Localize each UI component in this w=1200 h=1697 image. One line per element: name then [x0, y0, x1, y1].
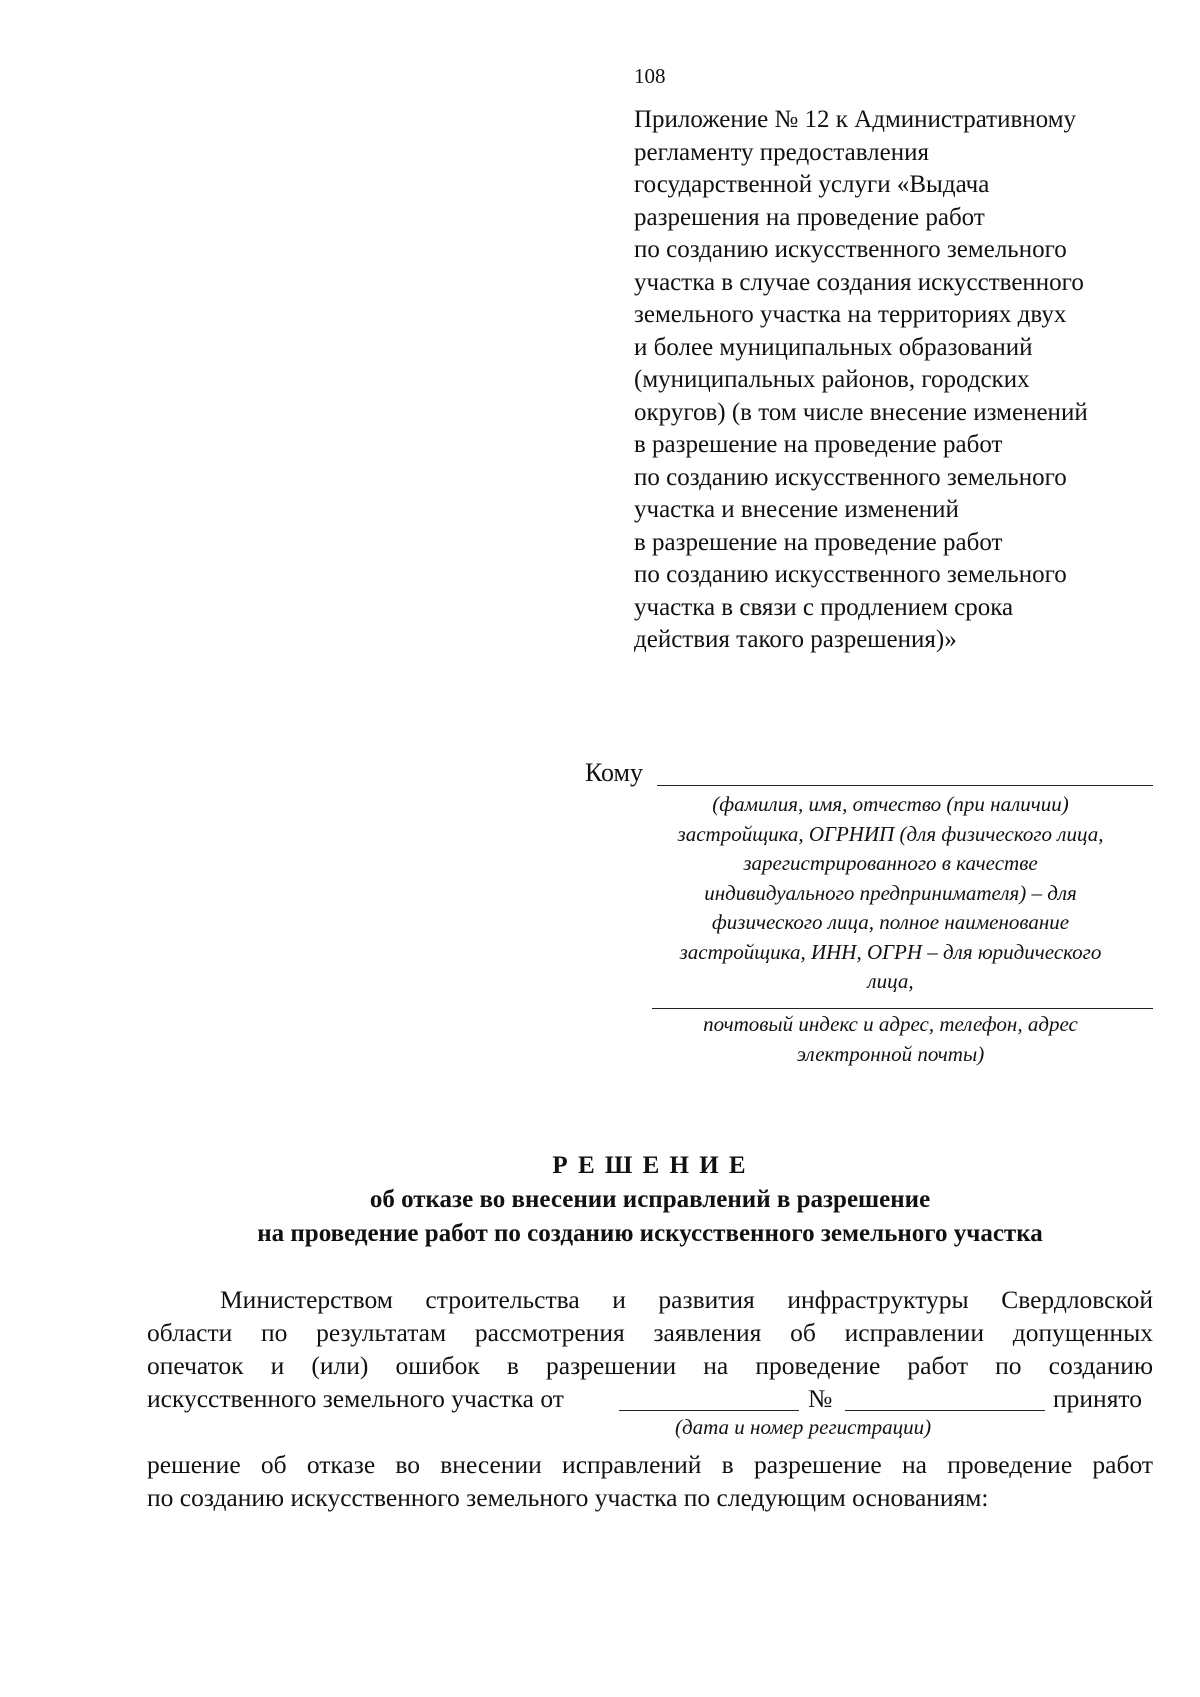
recipient-note-line: лица, [867, 969, 914, 993]
date-blank-line [619, 1410, 799, 1411]
appendix-line: округов) (в том числе внесение изменений [634, 398, 1088, 426]
appendix-line: по созданию искусственного земельного [634, 236, 1067, 263]
date-number-note: (дата и номер регистрации) [675, 1415, 932, 1439]
body-text-line: по созданию искусственного земельного участка по следующим основаниям: [147, 1483, 989, 1512]
recipient-note [628, 790, 1153, 997]
body-line [147, 1316, 1153, 1350]
body-line [147, 1349, 1153, 1383]
appendix-line: Приложение № 12 к Административному [634, 106, 1077, 133]
recipient-address-line [652, 1008, 1153, 1009]
appendix-line: участка и внесение изменений [634, 496, 959, 523]
decision-subtitle-line-2: на проведение работ по созданию искусственного земельного участка [257, 1220, 1043, 1247]
appendix-line: участка в связи с продлением срока [634, 593, 1014, 621]
appendix-line: действия такого разрешения)» [634, 626, 957, 653]
recipient-note-line: зарегистрированного в качестве [743, 851, 1038, 875]
recipient-address-note [628, 1010, 1153, 1069]
body-text-line: опечаток и (или) ошибок в разрешении на проведение работ по созданию [147, 1351, 1153, 1380]
appendix-line: регламенту предоставления [634, 138, 930, 166]
appendix-line: в разрешение на проведение работ [634, 528, 1003, 556]
body-line [147, 1448, 1153, 1482]
recipient-note-line: застройщика, ИНН, ОГРН – для юридического [679, 939, 1102, 964]
recipient-label: Кому [585, 758, 644, 787]
recipient-name-line [657, 785, 1153, 786]
body-text-word: принято [1053, 1384, 1142, 1413]
recipient-note-line: физического лица, полное наименование [711, 910, 1070, 934]
body-text-line: искусственного земельного участка от [147, 1384, 564, 1413]
body-line [220, 1283, 1153, 1317]
address-note-line: почтовый индекс и адрес, телефон, адрес [703, 1012, 1078, 1036]
page-number: 108 [634, 64, 666, 88]
appendix-line: разрешения на проведение работ [634, 203, 985, 231]
appendix-line: в разрешение на проведение работ [634, 431, 1003, 458]
decision-subtitle-line-1: об отказе во внесении исправлений в разрешение [369, 1186, 931, 1213]
body-text-line: Министерством строительства и развития инфраструктуры Свердловской [220, 1285, 1153, 1314]
appendix-line: участка в случае создания искусственного [634, 268, 1084, 296]
appendix-line: по созданию искусственного земельного [634, 561, 1067, 588]
recipient-note-line: индивидуального предпринимателя) – для [704, 880, 1077, 905]
body-text-line: решение об отказе во внесении исправлений в разрешение на проведение работ [147, 1450, 1153, 1479]
recipient-note-line: застройщика, ОГРНИП (для физического лица, [677, 821, 1104, 846]
number-sign: № [808, 1384, 833, 1413]
appendix-header [634, 104, 1179, 657]
appendix-line: государственной услуги «Выдача [634, 171, 990, 198]
body-text-line: области по результатам рассмотрения заявления об исправлении допущенных [147, 1318, 1153, 1347]
appendix-line: земельного участка на территориях двух [634, 301, 1067, 328]
decision-title: Р Е Ш Е Н И Е [552, 1152, 748, 1179]
recipient-note-line: (фамилия, имя, отчество (при наличии) [712, 792, 1069, 816]
number-blank-line [845, 1410, 1045, 1411]
appendix-line: и более муниципальных образований [634, 333, 1033, 361]
appendix-line: по созданию искусственного земельного [634, 463, 1067, 491]
address-note-line: электронной почты) [796, 1041, 985, 1066]
appendix-line: (муниципальных районов, городских [634, 366, 1030, 393]
